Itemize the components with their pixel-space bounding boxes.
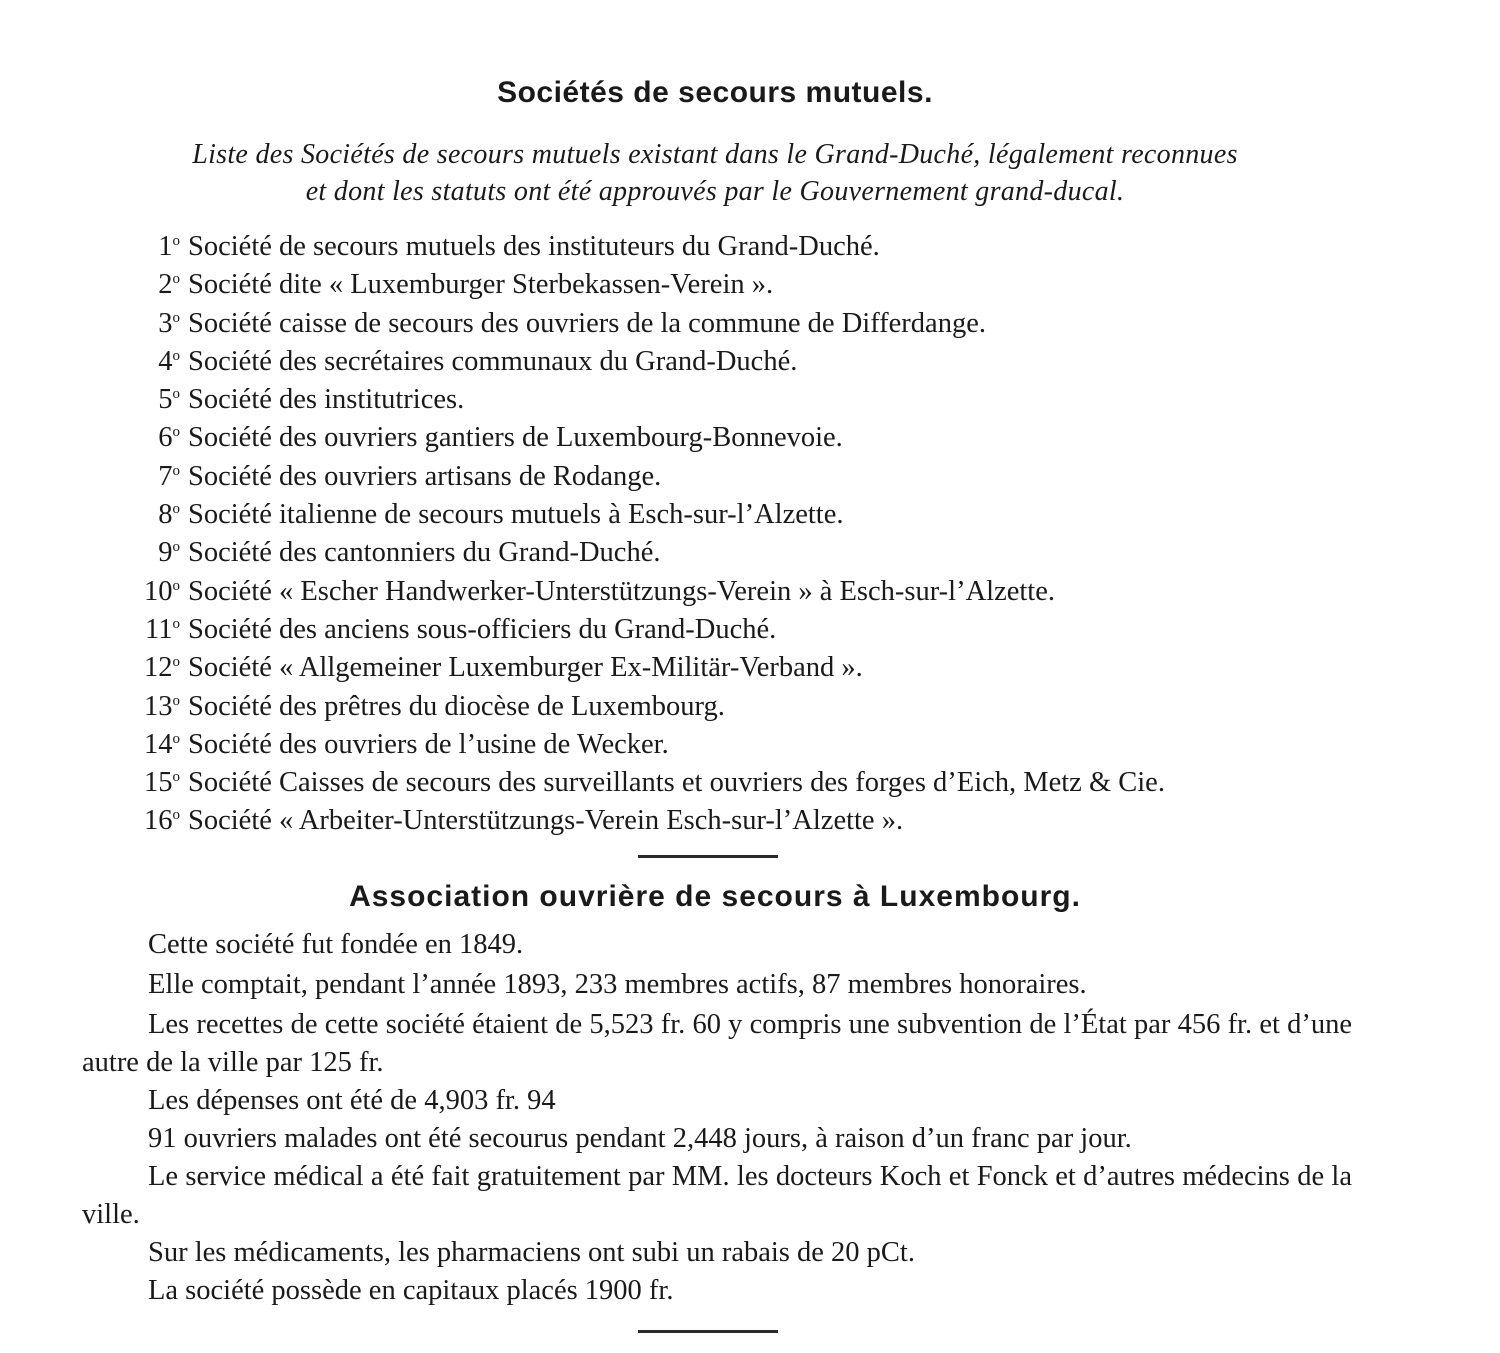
list-item	[110, 796, 1165, 837]
paragraph: Les recettes de cette société étaient de 5,523 fr. 60 y compris une subvention de l’État par 456 fr. et d’une autre de la ville par 125 fr.	[82, 1009, 1352, 1078]
list-item	[110, 682, 1165, 720]
item-number: 3$^o$	[158, 307, 180, 339]
item-number: 7$^o$	[158, 460, 180, 492]
item-text: Société des ouvriers de l’usine de Wecker.	[188, 728, 669, 760]
paragraph: La société possède en capitaux placés 1900 fr.	[148, 1275, 674, 1306]
paragraph: Les dépenses ont été de 4,903 fr. 94	[148, 1085, 556, 1116]
list-item	[110, 643, 1165, 684]
item-number: 1$^o$	[158, 231, 180, 262]
item-number: 2$^o$	[158, 269, 180, 301]
list-item	[110, 260, 1165, 301]
item-text: Société de secours mutuels des instituteurs du Grand-Duché.	[188, 231, 880, 262]
item-number: 16$^o$	[144, 805, 180, 837]
item-text: Société des anciens sous-officiers du Grand-Duché.	[188, 613, 777, 645]
item-text: Société « Allgemeiner Luxemburger Ex-Militär-Verband ».	[188, 652, 863, 684]
section-title-association: Association ouvrière de secours à Luxembourg.	[349, 880, 1081, 913]
item-number: 12$^o$	[144, 652, 180, 684]
item-text: Société dite « Luxemburger Sterbekassen-Verein ».	[188, 269, 774, 301]
list-item	[110, 490, 1165, 531]
list-item	[110, 375, 1165, 416]
item-number: 15$^o$	[144, 767, 180, 799]
item-number: 11$^o$	[145, 613, 180, 645]
item-text: Société caisse de secours des ouvriers de la commune de Differdange.	[188, 307, 986, 339]
item-text: Société des prêtres du diocèse de Luxembourg.	[188, 690, 725, 722]
paragraph: Elle comptait, pendant l’année 1893, 233 membres actifs, 87 membres honoraires.	[148, 969, 1087, 1000]
item-text: Société italienne de secours mutuels à Esch-sur-l’Alzette.	[188, 499, 844, 531]
section-title-societes: Sociétés de secours mutuels.	[497, 76, 933, 109]
item-number: 5$^o$	[158, 384, 180, 416]
paragraph: Cette société fut fondée en 1849.	[148, 929, 524, 960]
item-text: Société des ouvriers artisans de Rodange.	[188, 460, 662, 492]
item-number: 10$^o$	[144, 575, 180, 607]
paragraph: 91 ouvriers malades ont été secourus pendant 2,448 jours, à raison d’un franc par jour.	[148, 1123, 1132, 1154]
item-text: Société des secrétaires communaux du Grand-Duché.	[188, 345, 798, 377]
item-text: Société des cantonniers du Grand-Duché.	[188, 537, 661, 569]
item-text: Société « Arbeiter-Unterstützungs-Verein Esch-sur-l’Alzette ».	[188, 805, 904, 837]
item-number: 4$^o$	[158, 345, 180, 377]
paragraph: Sur les médicaments, les pharmaciens ont subi un rabais de 20 pCt.	[148, 1237, 915, 1268]
item-text: Société des institutrices.	[188, 384, 465, 416]
item-number: 8$^o$	[158, 499, 180, 531]
item-number: 9$^o$	[158, 537, 180, 569]
list-item	[110, 605, 1165, 643]
list-item	[110, 222, 1165, 260]
section-divider	[638, 855, 778, 858]
list-item	[110, 720, 1165, 758]
subtitle-line-1: Liste des Sociétés de secours mutuels existant dans le Grand-Duché, légalement reconnues	[192, 139, 1238, 170]
list-item	[110, 567, 1165, 605]
list-item	[110, 452, 1165, 490]
section-subtitle	[90, 136, 1340, 210]
societies-list	[110, 222, 1165, 835]
section-divider	[638, 1330, 778, 1333]
paragraph: Le service médical a été fait gratuitement par MM. les docteurs Koch et Fonck et d’autres médecins de la ville.	[82, 1161, 1352, 1230]
list-item	[110, 299, 1165, 337]
item-text: Société « Escher Handwerker-Unterstützungs-Verein » à Esch-sur-l’Alzette.	[188, 575, 1055, 607]
subtitle-line-2: et dont les statuts ont été approuvés par le Gouvernement grand-ducal.	[305, 176, 1125, 207]
item-text: Société Caisses de secours des surveillants et ouvriers des forges d’Eich, Metz & Cie.	[188, 767, 1165, 799]
list-item	[110, 758, 1165, 799]
item-number: 13$^o$	[144, 690, 180, 722]
list-item	[110, 413, 1165, 454]
list-item	[110, 528, 1165, 569]
item-text: Société des ouvriers gantiers de Luxembourg-Bonnevoie.	[188, 422, 843, 454]
item-number: 6$^o$	[158, 422, 180, 454]
list-item	[110, 337, 1165, 375]
item-number: 14$^o$	[144, 728, 180, 760]
